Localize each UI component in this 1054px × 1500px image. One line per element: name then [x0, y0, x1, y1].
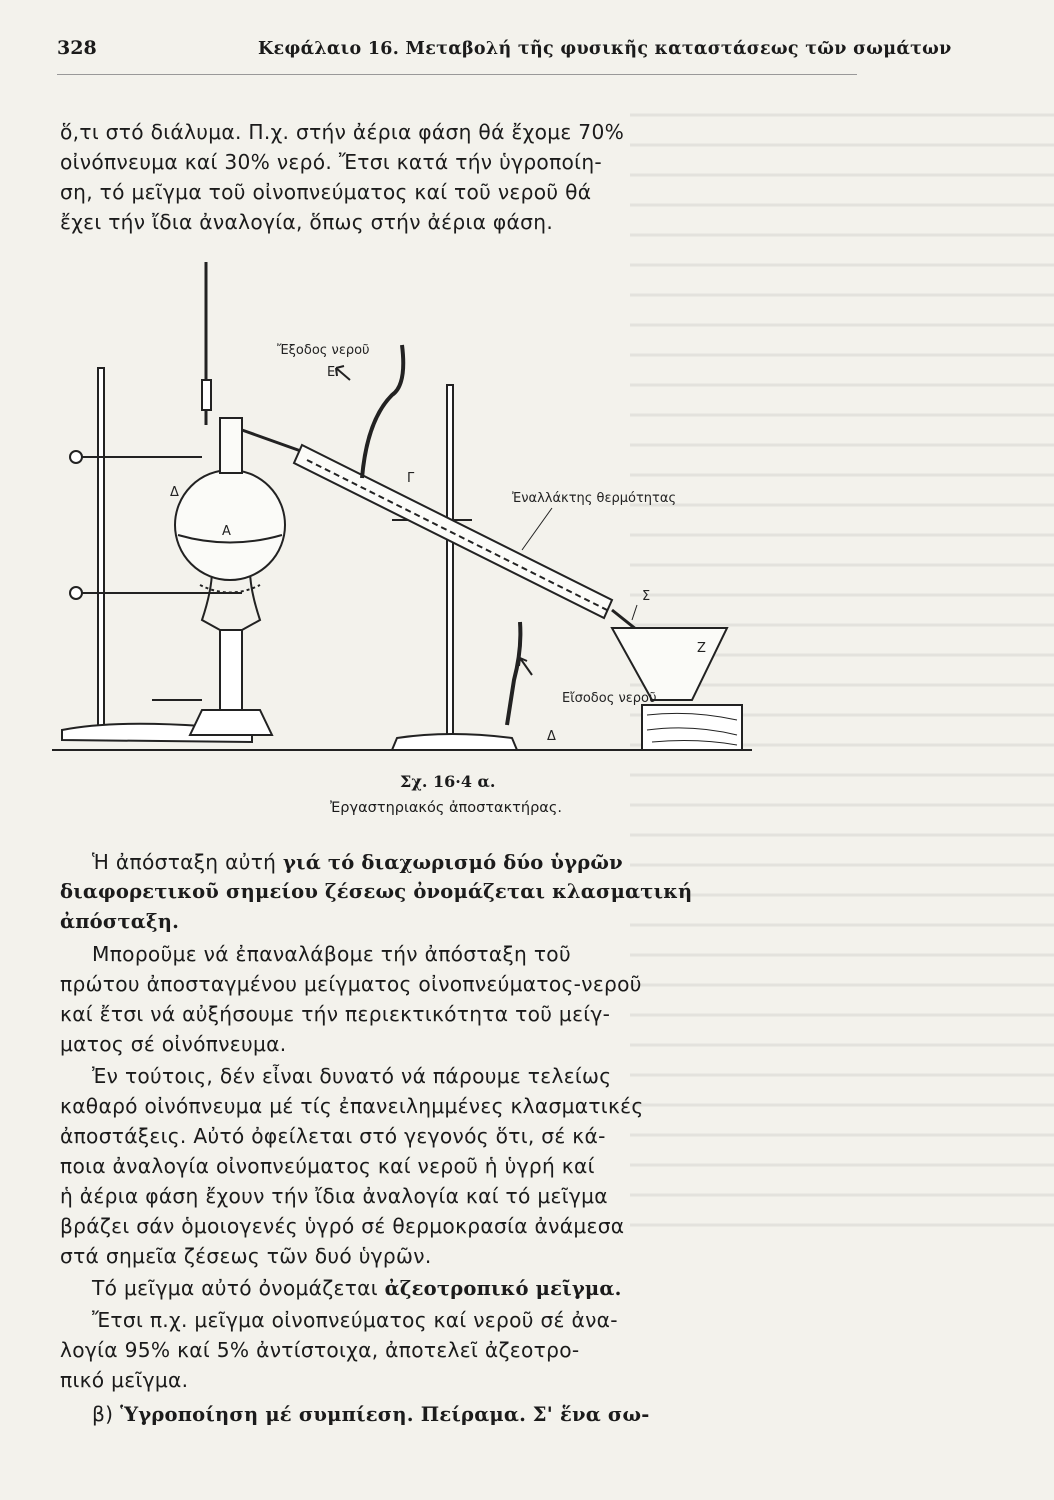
- label-delta-bottom: Δ: [547, 729, 556, 744]
- exchanger-leader: [522, 508, 552, 550]
- azeo-name-line: [92, 1276, 622, 1300]
- left-stand-rod: [98, 368, 104, 740]
- fractional-bold-2: διαφορετικοῦ σημείου ζέσεως ὀνομάζεται κλασματική: [60, 880, 693, 903]
- page-number: 328: [57, 37, 97, 59]
- azeo-line-2: καθαρό οἰνόπνευμα μέ τίς ἐπανειλημμένες κλασματικές: [60, 1094, 644, 1118]
- label-gamma: Γ: [407, 471, 415, 486]
- receiving-flask: [612, 628, 727, 700]
- water-in-hose: [507, 622, 520, 725]
- example-line-2: λογία 95% καί 5% ἀντίστοιχα, ἀποτελεῖ ἀζεοτρο-: [60, 1338, 580, 1362]
- azeo-name-lead: Τό μεῖγμα αὐτό ὀνομάζεται: [92, 1276, 378, 1300]
- azeo-line-5: ἡ ἀέρια φάση ἔχουν τήν ἴδια ἀναλογία καί τό μεῖγμα: [60, 1184, 608, 1208]
- header-rule: [57, 74, 857, 75]
- label-delta-top: Δ: [170, 485, 179, 500]
- right-stand-base: [392, 734, 517, 750]
- repeat-line-2: πρώτου ἀποσταγμένου μείγματος οἰνοπνεύματος-νεροῦ: [60, 972, 642, 996]
- ring-clamp-knob: [70, 587, 82, 599]
- burner-base: [190, 710, 272, 735]
- label-A: Α: [222, 524, 231, 539]
- flask-neck: [220, 418, 242, 473]
- distillation-apparatus-figure: [52, 250, 752, 760]
- water-out-hose: [362, 345, 403, 478]
- example-line-1: Ἔτσι π.χ. μεῖγμα οἰνοπνεύματος καί νεροῦ σέ ἀνα-: [92, 1308, 618, 1332]
- water-out-arrow: [336, 366, 350, 380]
- section-b-title: Ὑγροποίηση μέ συμπίεση. Πείραμα.: [120, 1403, 527, 1426]
- figure-caption-title: Ἐργαστηριακός ἀποστακτήρας.: [330, 800, 562, 816]
- burner-tube: [220, 630, 242, 710]
- section-b-line: [92, 1402, 650, 1426]
- repeat-line-1: Μποροῦμε νά ἐπαναλάβομε τήν ἀπόσταξη τοῦ: [92, 942, 571, 966]
- section-b-tail: Σ' ἕνα σω-: [532, 1403, 650, 1426]
- azeo-line-4: ποια ἀναλογία οἰνοπνεύματος καί νεροῦ ἡ ὑγρή καί: [60, 1154, 595, 1178]
- fractional-line-1: [92, 850, 623, 874]
- sigma-leader: [632, 605, 637, 620]
- label-E: Ε: [327, 365, 336, 380]
- label-water-in: Εἴσοδος νεροῦ: [562, 691, 657, 706]
- water-in-arrow: [519, 658, 532, 675]
- azeo-line-3: ἀποστάξεις. Αὐτό ὀφείλεται στό γεγονός ὅτι, σέ κά-: [60, 1124, 606, 1148]
- right-stand-rod: [447, 385, 453, 745]
- azeo-line-1: Ἐν τούτοις, δέν εἶναι δυνατό νά πάρουμε τελείως: [92, 1064, 612, 1088]
- azeo-line-7: στά σημεῖα ζέσεως τῶν δυό ὑγρῶν.: [60, 1244, 432, 1268]
- label-water-out: Ἔξοδος νεροῦ: [277, 343, 370, 358]
- azeo-name-bold: ἀζεοτροπικό μεῖγμα.: [384, 1277, 622, 1300]
- example-line-3: πικό μεῖγμα.: [60, 1368, 189, 1392]
- figure-caption-number: Σχ. 16·4 α.: [400, 772, 496, 791]
- section-b-lead: β): [92, 1402, 114, 1426]
- fractional-bold-1: γιά τό διαχωρισμό δύο ὑγρῶν: [282, 851, 623, 874]
- fractional-bold-3: ἀπόσταξη.: [60, 910, 180, 933]
- thermometer-stopper: [202, 380, 211, 410]
- label-exchanger: Ἐναλλάκτης θερμότητας: [512, 491, 677, 506]
- running-title: Κεφάλαιο 16. Μεταβολή τῆς φυσικῆς καταστάσεως τῶν σωμάτων: [258, 39, 952, 59]
- label-zeta: Ζ: [697, 641, 706, 656]
- intro-line-3: ση, τό μεῖγμα τοῦ οἰνοπνεύματος καί τοῦ νεροῦ θά: [60, 180, 592, 204]
- repeat-line-3: καί ἔτσι νά αὐξήσουμε τήν περιεκτικότητα τοῦ μείγ-: [60, 1002, 611, 1026]
- label-sigma: Σ: [642, 589, 651, 604]
- upper-clamp-knob: [70, 451, 82, 463]
- repeat-line-4: ματος σέ οἰνόπνευμα.: [60, 1032, 287, 1056]
- intro-line-2: οἰνόπνευμα καί 30% νερό. Ἔτσι κατά τήν ὑγροποίη-: [60, 150, 602, 174]
- fractional-lead: Ἡ ἀπόσταξη αὐτή: [92, 850, 277, 874]
- intro-line-1: ὅ,τι στό διάλυμα. Π.χ. στήν ἀέρια φάση θά ἔχομε 70%: [60, 120, 625, 144]
- azeo-line-6: βράζει σάν ὁμοιογενές ὑγρό σέ θερμοκρασία ἀνάμεσα: [60, 1214, 625, 1238]
- intro-line-4: ἔχει τήν ἴδια ἀναλογία, ὅπως στήν ἀέρια φάση.: [60, 210, 554, 234]
